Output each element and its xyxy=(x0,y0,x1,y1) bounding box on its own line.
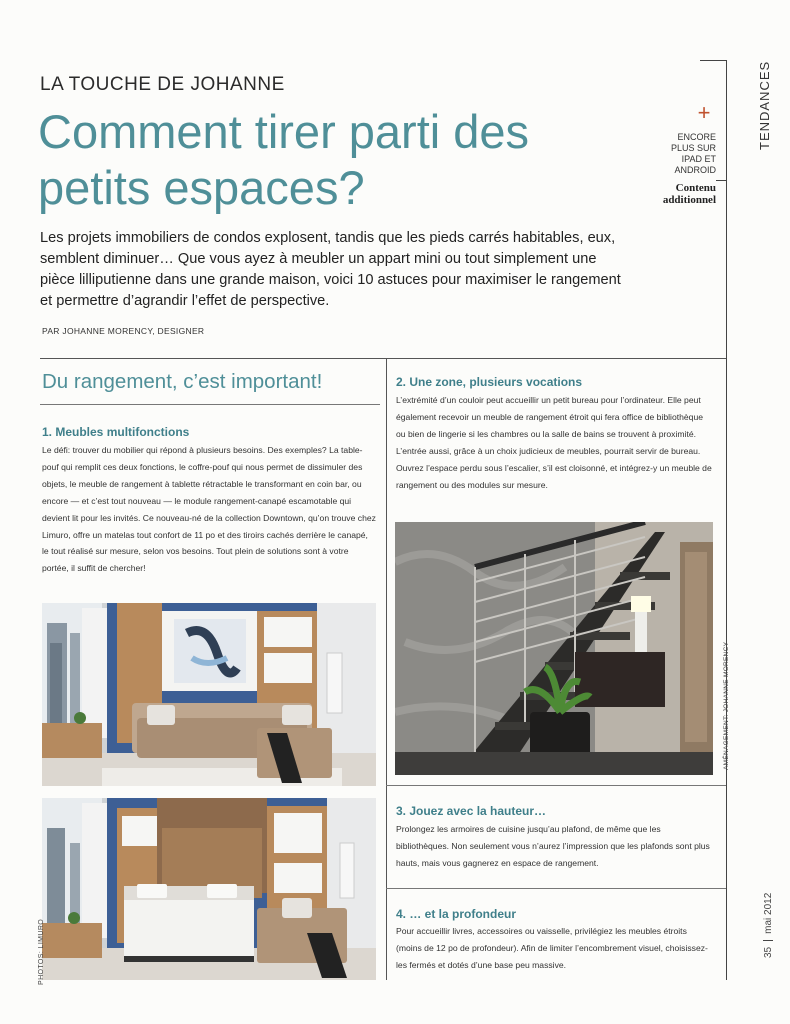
column-divider xyxy=(386,358,387,980)
section-title-rule xyxy=(40,404,380,405)
more-content-label xyxy=(640,182,716,206)
section-label: TENDANCES xyxy=(757,60,772,150)
photo-credit-left: PHOTOS: LIMURO xyxy=(38,918,45,985)
tip3-body: Prolongez les armoires de cuisine jusqu’au plafond, de même que les bibliothèques. Non seulement vous n’aurez l’impression que les plafonds sont plus hauts, mais vous gagnerez en espace de rangement. xyxy=(396,824,710,868)
sofa-illustration xyxy=(42,603,376,786)
tip4-rule xyxy=(386,888,726,889)
photo-credit-right: AMÉNAGEMENT: JOHANNE MORENCY xyxy=(723,641,730,770)
more-bold-line: Contenu xyxy=(675,182,716,194)
staircase-photo xyxy=(395,522,713,775)
tip2-title: 2. Une zone, plusieurs vocations xyxy=(396,375,583,389)
folio xyxy=(763,893,774,958)
intro-paragraph: Les projets immobiliers de condos explosent, tandis que les pieds carrés habitables, eux, semblent diminuer… Que vous ayez à meubler un appart mini ou tout simplement une pièce lilliputienne dans une grande maison, voici 10 astuces pour maximiser le rangement et permettre d’agrandir l’effet de perspective. xyxy=(40,230,621,309)
callout-rule xyxy=(716,180,726,181)
tip4-title: 4. … et la profondeur xyxy=(396,907,517,921)
plus-icon: + xyxy=(697,100,711,125)
more-content-callout xyxy=(640,132,716,176)
section-title: Du rangement, c’est important! xyxy=(42,370,323,393)
sofa-photo xyxy=(42,603,376,786)
bed-illustration xyxy=(42,798,376,980)
right-rule xyxy=(726,60,727,980)
tip3-rule xyxy=(386,785,726,786)
tip3-title: 3. Jouez avec la hauteur… xyxy=(396,804,547,818)
folio-separator xyxy=(763,940,773,941)
bed-photo xyxy=(42,798,376,980)
page-number: 35 xyxy=(763,946,774,958)
more-bold-line: additionnel xyxy=(662,194,716,206)
more-line: ANDROID xyxy=(674,165,716,175)
top-right-rule xyxy=(700,60,727,61)
staircase-illustration xyxy=(395,522,713,775)
kicker: LA TOUCHE DE JOHANNE xyxy=(40,74,285,95)
grid-top-rule xyxy=(40,358,726,359)
tip4-body: Pour accueillir livres, accessoires ou vaisselle, privilégiez les meubles étroits (moins de 12 po de profondeur). Afin de limiter l’encombrement visuel, choisissez-les fermés et dotés d’une base peu massive. xyxy=(396,926,708,970)
more-line: PLUS SUR xyxy=(670,143,716,153)
more-line: IPAD ET xyxy=(681,154,716,164)
issue-date: mai 2012 xyxy=(763,892,774,934)
more-line: ENCORE xyxy=(677,132,716,142)
tip1-body: Le défi: trouver du mobilier qui répond à plusieurs besoins. Des exemples? La table-pouf qui remplit ces deux fonctions, le coffre-pouf qui nous permet de dissimuler des objets, le meuble de rangement à tablette rétractable le transformant en coin bar, ou encore — et c’est tout nouveau — le module rangement-canapé escamotable qui devient lit pour les invités. Ce nouveau-né de la collection Downtown, qu’on trouve chez Limuro, offre un matelas tout confort de 11 po et des tiroirs cachés derrière le canapé, le tout réalisé sur mesure, selon vos besoins. Tout plein de solutions sont à votre portée, il suffit de chercher! xyxy=(42,445,376,574)
tip1-title: 1. Meubles multifonctions xyxy=(42,425,190,439)
tip2-body: L’extrémité d’un couloir peut accueillir un petit bureau pour l’ordinateur. Elle peut également recevoir un meuble de rangement étroit qui fera office de bibliothèque ou bien de lingerie si les chambres ou la salle de bains se trouvent à proximité. L’entrée aussi, grâce à un choix judicieux de meubles, pourrait servir de bureau. Ouvrez l’espace perdu sous l’escalier, s’il est cloisonné, et intégrez-y un meuble de rangement ou des modules sur mesure. xyxy=(396,395,712,490)
byline: PAR JOHANNE MORENCY, DESIGNER xyxy=(42,326,205,336)
article-title: Comment tirer parti des petits espaces? xyxy=(38,105,530,214)
